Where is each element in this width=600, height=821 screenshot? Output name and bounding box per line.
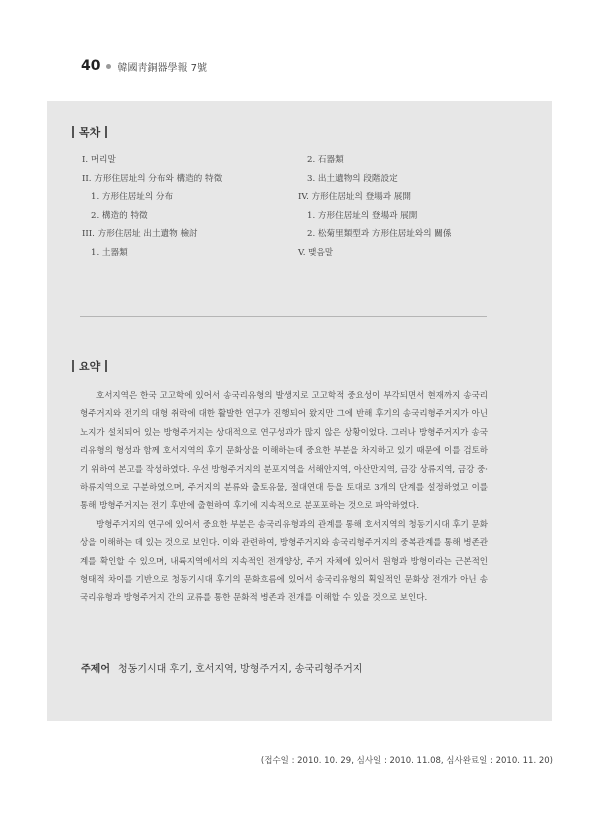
- abstract-paragraph: 방형주거지의 연구에 있어서 중요한 부분은 송국리유형과의 관계를 통해 호서지역의 청동기시대 후기 문화상을 이해하는 데 있는 것으로 보인다. 이와 관련하여, 방형주거지와 송국리형주거지의 중복관계를 통해 병존관계를 확인할 수 있으며, 내륙지역에서의 지속적인 전개양상, 주거 자체에 있어서 원형과 방형이라는 근본적인 형태적 차이를 기반으로 청동기시대 후기의 문화흐름에 있어서 송국리유형의 획일적인 문화상 전개가 아닌 송국리유형과 방형주거지 간의 교류를 통한 문화적 병존과 전개를 이해할 수 있을 것으로 보인다.: [80, 519, 488, 604]
- toc-item: I. 머리말: [82, 155, 116, 165]
- abstract-body: [80, 387, 488, 608]
- toc-item: 1. 方形住居址의 登場과 展開: [307, 210, 418, 221]
- page-number: 40: [81, 58, 101, 74]
- toc-item: V. 맺음말: [298, 247, 334, 258]
- abstract-paragraph: 호서지역은 한국 고고학에 있어서 송국리유형의 발생지로 고고학적 중요성이 부각되면서 현재까지 송국리형주거지와 전기의 대형 취락에 대한 활발한 연구가 진행되어 왔지만 그에 반해 후기의 송국리형주거지가 아닌 노지가 설치되어 있는 방형주거지는 상대적으로 연구성과가 많지 않은 상황이었다. 그러나 방형주거지가 송국리유형의 형성과 함께 호서지역의 후기 문화상을 이해하는데 중요한 부분을 차지하고 있기 때문에 이를 검토하기 위하여 본고를 작성하였다. 우선 방형주거지의 분포지역을 서해안지역, 아산만지역, 금강 상류지역, 금강 중·하류지역으로 구분하였으며, 주거지의 분류와 출토유물, 절대연대 등을 토대로 3개의 단계를 설정하였고 이를 통해 방형주거지는 전기 후반에 출현하여 후기에 지속적으로 분포포하는 것으로 파악하였다.: [80, 391, 488, 512]
- toc-item: IV. 方形住居址의 登場과 展開: [298, 192, 411, 202]
- keywords-text: 청동기시대 후기, 호서지역, 방형주거지, 송국리형주거지: [117, 664, 363, 675]
- toc-item: 3. 出土遺物의 段階設定: [307, 173, 398, 184]
- keywords-label: 주제어: [81, 664, 110, 675]
- toc-item: 2. 石器類: [307, 155, 344, 165]
- page-header: [81, 57, 207, 75]
- bar-right-icon: [105, 360, 107, 372]
- divider: [80, 316, 487, 317]
- toc-item: 2. 松菊里類型과 方形住居址와의 關係: [307, 229, 452, 239]
- toc-label: 목차: [79, 126, 101, 139]
- review-dates: (접수일 : 2010. 10. 29, 심사일 : 2010. 11.08, 심사완료일 : 2010. 11. 20): [260, 756, 553, 766]
- journal-title: 韓國靑銅器學報 7號: [117, 62, 208, 74]
- bar-left-icon: [72, 360, 74, 372]
- toc-item: III. 方形住居址 出土遺物 檢討: [82, 229, 198, 239]
- toc-item: 2. 構造的 特徵: [91, 210, 148, 221]
- toc-item: 1. 土器類: [91, 247, 128, 258]
- bar-left-icon: [72, 126, 74, 138]
- toc-left-column: [82, 151, 222, 262]
- toc-item: 1. 方形住居址의 分布: [91, 192, 174, 202]
- toc-heading: [72, 124, 107, 140]
- abstract-heading: [72, 358, 107, 374]
- keywords: [81, 660, 362, 675]
- bullet-icon: [106, 64, 111, 69]
- abstract-label: 요약: [79, 360, 101, 373]
- bar-right-icon: [105, 126, 107, 138]
- toc-item: II. 方形住居址의 分布와 構造的 特徵: [82, 173, 223, 184]
- toc-right-column: [298, 151, 451, 262]
